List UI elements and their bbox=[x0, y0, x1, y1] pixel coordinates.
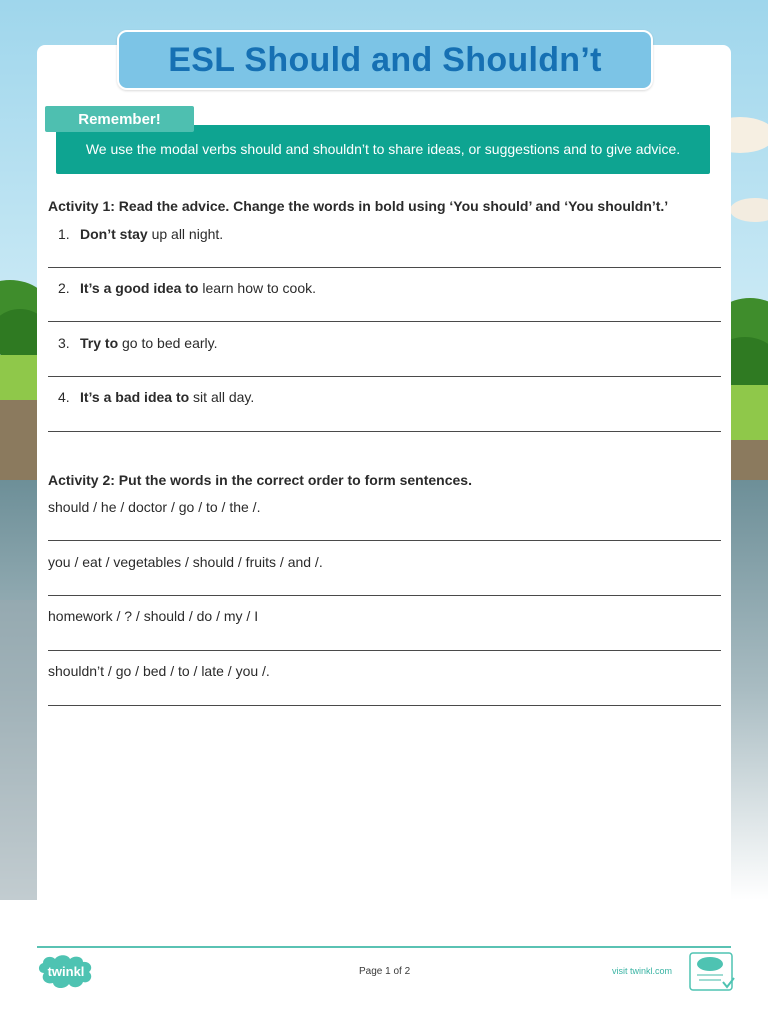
activity2-item-4: shouldn’t / go / bed / to / late / you /. bbox=[48, 663, 270, 679]
answer-line-6[interactable] bbox=[48, 595, 721, 596]
answer-line-8[interactable] bbox=[48, 705, 721, 706]
answer-line-7[interactable] bbox=[48, 650, 721, 651]
activity2-heading: Activity 2: Put the words in the correct order to form sentences. bbox=[48, 472, 472, 488]
item-bold-text: It’s a bad idea to bbox=[80, 389, 190, 405]
activity2-item-1: should / he / doctor / go / to / the /. bbox=[48, 499, 261, 515]
item-bold-text: Try to bbox=[80, 335, 119, 351]
activity2-item-2: you / eat / vegetables / should / fruits / and /. bbox=[48, 554, 323, 570]
activity1-heading: Activity 1: Read the advice. Change the words in bold using ‘You should’ and ‘You shouldn’t.’ bbox=[48, 198, 669, 214]
footer-divider bbox=[37, 946, 731, 948]
quality-badge-icon bbox=[689, 952, 735, 992]
item-number: 2. bbox=[58, 280, 70, 296]
activity1-item-1 bbox=[58, 226, 223, 242]
page-number: Page 1 of 2 bbox=[359, 966, 411, 977]
remember-text: We use the modal verbs should and shouldn’t to share ideas, or suggestions and to give advice. bbox=[85, 141, 681, 157]
item-bold-text: It’s a good idea to bbox=[80, 280, 199, 296]
answer-line-1[interactable] bbox=[48, 267, 721, 268]
activity1-item-4 bbox=[58, 389, 254, 405]
answer-line-3[interactable] bbox=[48, 376, 721, 377]
title-banner bbox=[117, 30, 653, 90]
item-number: 1. bbox=[58, 226, 70, 242]
activity1-item-3 bbox=[58, 335, 218, 351]
remember-tab bbox=[45, 106, 194, 132]
visit-link[interactable]: visit twinkl.com bbox=[612, 966, 673, 976]
answer-line-2[interactable] bbox=[48, 321, 721, 322]
twinkl-logo bbox=[36, 953, 98, 991]
answer-line-5[interactable] bbox=[48, 540, 721, 541]
item-text: go to bed early. bbox=[118, 335, 218, 351]
remember-label: Remember! bbox=[78, 110, 161, 128]
activity1-item-2 bbox=[58, 280, 316, 296]
answer-line-4[interactable] bbox=[48, 431, 721, 432]
page-title: ESL Should and Shouldn’t bbox=[168, 40, 602, 79]
item-bold-text: Don’t stay bbox=[80, 226, 148, 242]
item-text: up all night. bbox=[147, 226, 224, 242]
item-text: sit all day. bbox=[189, 389, 255, 405]
twinkl-logo-text: twinkl bbox=[47, 964, 85, 979]
item-text: learn how to cook. bbox=[198, 280, 317, 296]
item-number: 4. bbox=[58, 389, 70, 405]
item-number: 3. bbox=[58, 335, 70, 351]
activity2-item-3: homework / ? / should / do / my / I bbox=[48, 608, 259, 624]
